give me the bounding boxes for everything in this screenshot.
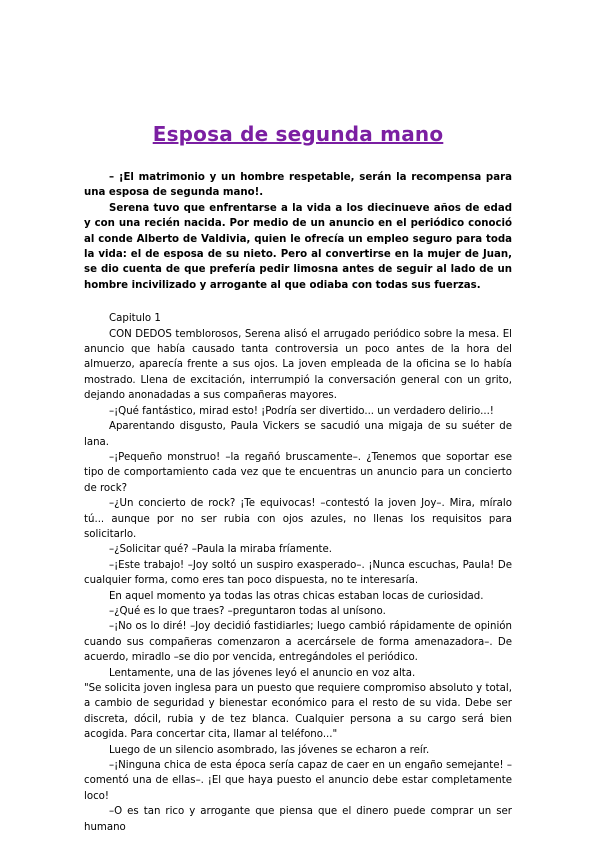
- synopsis-paragraph: Serena tuvo que enfrentarse a la vida a los diecinueve años de edad y con una recién nacida. Por medio de un anuncio en el periódico conoció al conde Alberto de Valdivia, quien le ofrecía un empleo seguro para toda la vida: el de esposa de su nieto. Pero al convertirse en la mujer de Juan, se dio cuenta de que prefería pedir limosna antes de seguir al lado de un hombre incivilizado y arrogante al que odiaba con todas sus fuerzas.: [84, 202, 512, 291]
- body-paragraph: –¿Solicitar qué? –Paula la miraba fríamente.: [109, 544, 333, 556]
- body-paragraph: –¡No os lo diré! –Joy decidió fastidiarles; luego cambió rápidamente de opinión cuando sus compañeras comenzaron a acercársele de forma amenazadora–. De acuerdo, miradlo –se dio por vencida, entregándoles el periódico.: [84, 621, 512, 664]
- body-paragraph: Aparentando disgusto, Paula Vickers se sacudió una migaja de su suéter de lana.: [84, 421, 512, 448]
- chapter-body: [84, 311, 512, 835]
- body-paragraph: –¡Qué fantástico, mirad esto! ¡Podría ser divertido... un verdadero delirio...!: [109, 405, 494, 417]
- body-paragraph: Luego de un silencio asombrado, las jóvenes se echaron a reír.: [109, 744, 430, 756]
- body-paragraph: –¡Ninguna chica de esta época sería capaz de caer en un engaño semejante! –comentó una de ellas–. ¡El que haya puesto el anuncio debe estar completamente loco!: [84, 760, 512, 802]
- body-paragraph: –¿Qué es lo que traes? –preguntaron todas al unísono.: [109, 605, 386, 617]
- body-paragraph: –¡Pequeño monstruo! –la regañó bruscamente–. ¿Tenemos que soportar ese tipo de comportamiento cada vez que te encuentras un anuncio para un concierto de rock?: [84, 451, 512, 494]
- document-title: Esposa de segunda mano: [152, 122, 444, 146]
- synopsis: [84, 170, 512, 293]
- synopsis-paragraph: – ¡El matrimonio y un hombre respetable, serán la recompensa para una esposa de segunda mano!.: [84, 172, 512, 199]
- body-paragraph: –¿Un concierto de rock? ¡Te equivocas! –contestó la joven Joy–. Mira, míralo tú... aunque por no ser rubia con ojos azules, no llenas los requisitos para solicitarlo.: [84, 498, 512, 540]
- body-paragraph: En aquel momento ya todas las otras chicas estaban locas de curiosidad.: [109, 590, 484, 602]
- body-paragraph: –O es tan rico y arrogante que piensa que el dinero puede comprar un ser humano: [84, 806, 512, 833]
- advert-quote: "Se solicita joven inglesa para un puesto que requiere compromiso absoluto y total, a cambio de seguridad y bienestar económico para el resto de su vida. Debe ser discreta, dócil, rubia y de tez blanca. Cualquier persona a su cargo será bien acogida. Para concertar cita, llamar al teléfono...": [84, 683, 512, 741]
- body-paragraph: Lentamente, una de las jóvenes leyó el anuncio en voz alta.: [109, 667, 416, 679]
- chapter-heading: Capitulo 1: [109, 313, 161, 325]
- body-paragraph: –¡Este trabajo! –Joy soltó un suspiro exasperado–. ¡Nunca escuchas, Paula! De cualquier forma, como eres tan poco dispuesta, no te interesaría.: [84, 559, 512, 587]
- body-paragraph: CON DEDOS temblorosos, Serena alisó el arrugado periódico sobre la mesa. El anuncio que había causado tanta controversia un poco antes de la hora del almuerzo, aparecía frente a sus ojos. La joven empleada de la oficina se lo había mostrado. Llena de excitación, interrumpió la conversación general con un grito, dejando anonadadas a sus compañeras mayores.: [84, 328, 512, 402]
